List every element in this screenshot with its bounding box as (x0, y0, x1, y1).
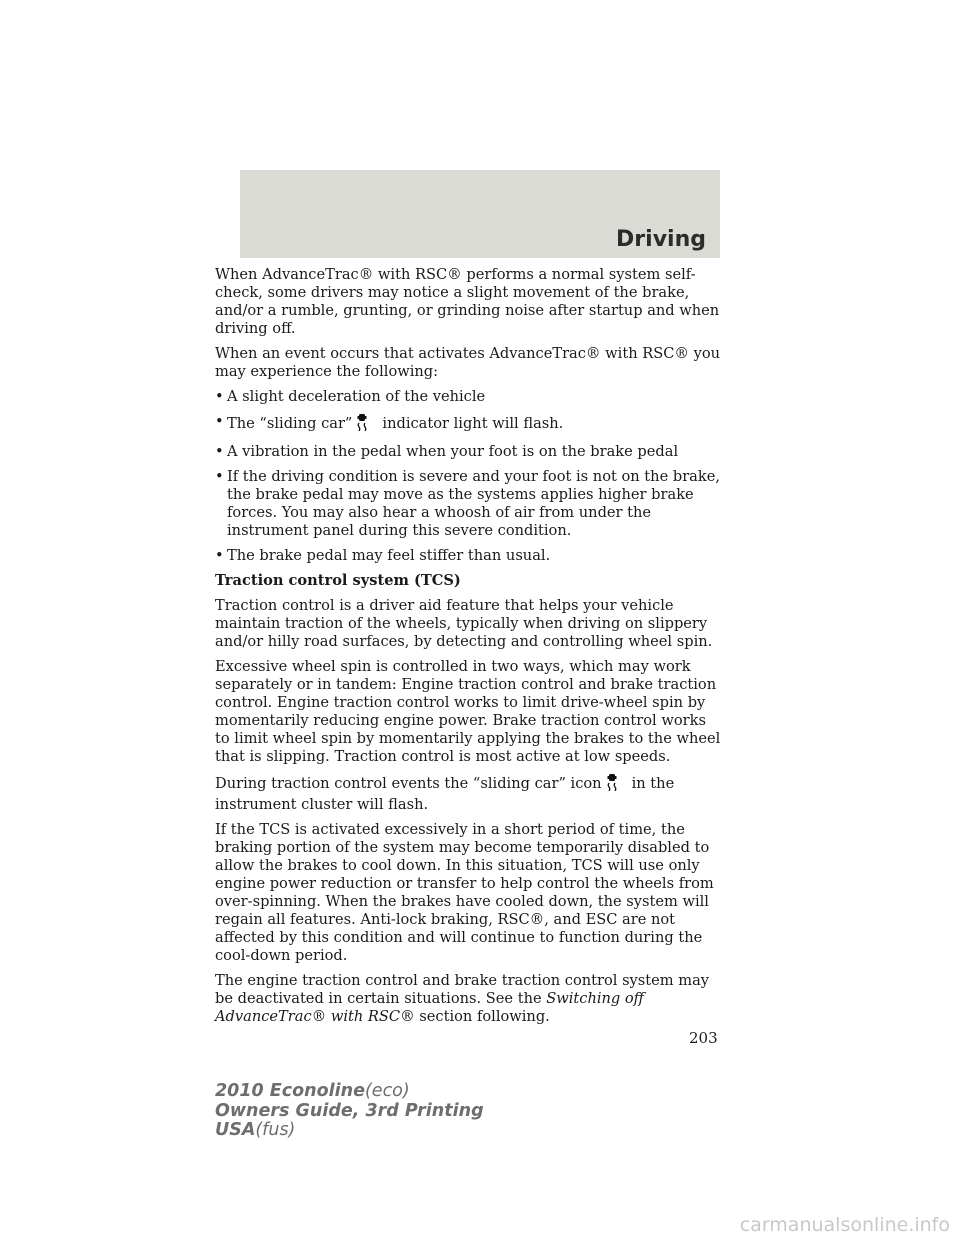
list-item (215, 443, 721, 461)
sliding-car-icon (606, 773, 618, 796)
list-item-text: If the driving condition is severe and your foot is not on the brake, the brake pedal may move as the systems applies higher brake forces. You may also hear a whoosh of air from under the instrument panel during this severe condition. (227, 468, 720, 539)
footer-model: 2010 Econoline (215, 1081, 365, 1101)
footer-code: (fus) (255, 1120, 296, 1140)
bullet-symbol: • (215, 468, 224, 485)
list-item (215, 388, 721, 406)
list-item-text: A slight deceleration of the vehicle (227, 388, 486, 405)
footer-line (215, 1082, 484, 1102)
document-footer (215, 1082, 484, 1141)
paragraph-tcs-overuse: If the TCS is activated excessively in a short period of time, the braking portion of the system may become temporarily disabled to allow the brakes to cool down. In this situation, TCS will use only engine power reduction or transfer to help control the wheels from over-spinning. When the brakes have cooled down, the system will regain all features. Anti-lock braking, RSC®, and ESC are not affected by this condition and will continue to function during the cool-down period. (215, 821, 714, 964)
list-item-text: indicator light will flash. (382, 415, 564, 432)
paragraph-text: section following. (414, 1008, 550, 1025)
list-item-text: A vibration in the pedal when your foot is on the brake pedal (227, 443, 679, 460)
bullet-symbol: • (215, 443, 224, 460)
paragraph-text: in the instrument cluster will flash. (215, 775, 675, 813)
list-item-text: The “sliding car” (227, 415, 353, 432)
bullet-symbol: • (215, 413, 224, 430)
paragraph-text: During traction control events the “sliding car” icon (215, 775, 602, 792)
watermark: carmanualsonline.info (739, 1214, 950, 1236)
tcs-heading: Traction control system (TCS) (215, 572, 461, 589)
page-number: 203 (689, 1029, 718, 1047)
event-effects-list (215, 388, 721, 565)
paragraph-self-check: When AdvanceTrac® with RSC® performs a normal system self-check, some drivers may notice a slight movement of the brake, and/or a rumble, grunting, or grinding noise after startup and when driving off. (215, 266, 720, 337)
section-header-tab (240, 170, 720, 258)
footer-line: Owners Guide, 3rd Printing (215, 1100, 484, 1121)
bullet-symbol: • (215, 547, 224, 564)
bullet-symbol: • (215, 388, 224, 405)
section-title: Driving (616, 227, 706, 252)
list-item-text: The brake pedal may feel stiffer than usual. (227, 547, 551, 564)
paragraph-event-intro: When an event occurs that activates AdvanceTrac® with RSC® you may experience the following: (215, 345, 721, 380)
list-item (215, 547, 721, 565)
paragraph-tcs-events (215, 773, 721, 814)
paragraph-deactivation (215, 972, 721, 1026)
page-content (215, 266, 721, 1033)
sliding-car-icon (356, 413, 368, 436)
footer-code: (eco) (364, 1081, 410, 1101)
footer-line (215, 1121, 484, 1141)
list-item (215, 413, 721, 436)
paragraph-wheel-spin: Excessive wheel spin is controlled in two ways, which may work separately or in tandem: Engine traction control and brake traction control. Engine traction control works to limit drive-wheel spin by momentarily reducing engine power. Brake traction control works to limit wheel spin by momentarily applying the brakes to the wheel that is slipping. Traction control is most active at low speeds. (215, 658, 721, 765)
section-reference: Switching off AdvanceTrac® with RSC® (215, 990, 645, 1025)
list-item (215, 468, 721, 540)
footer-market: USA (215, 1120, 256, 1140)
paragraph-tcs-intro: Traction control is a driver aid feature that helps your vehicle maintain traction of the wheels, typically when driving on slippery and/or hilly road surfaces, by detecting and controlling wheel spin. (215, 597, 713, 650)
paragraph-text: The engine traction control and brake traction control system may be deactivated in certain situations. See the (215, 972, 710, 1007)
